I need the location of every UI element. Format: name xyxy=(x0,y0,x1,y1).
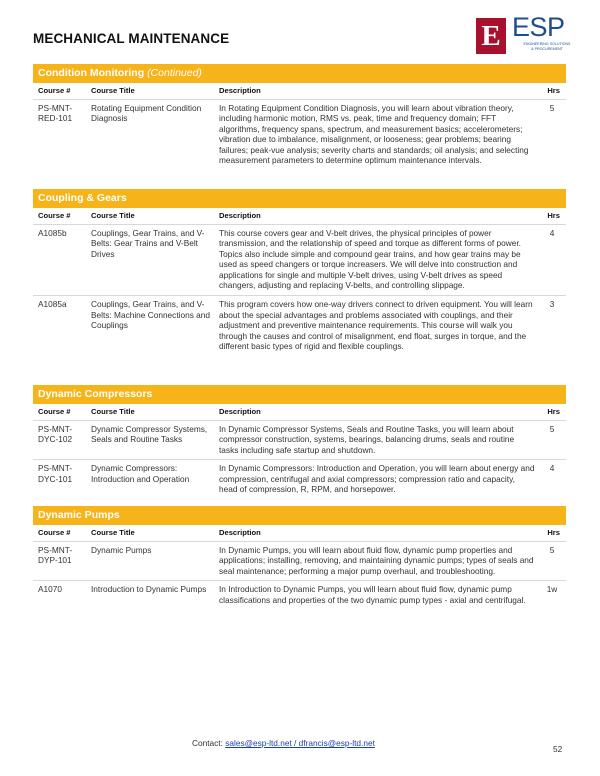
logo-name: ESP xyxy=(512,12,565,42)
section-header xyxy=(33,385,566,404)
contact-label: Contact: xyxy=(192,738,223,748)
section-title: Coupling & Gears xyxy=(38,192,127,204)
course-hours: 1w xyxy=(546,584,558,595)
table-row xyxy=(33,99,566,170)
course-hours: 5 xyxy=(538,541,566,581)
section-header xyxy=(33,506,566,525)
course-title: Rotating Equipment Condition Diagnosis xyxy=(91,102,202,124)
course-number: PS-MNT-DYC-102 xyxy=(33,420,88,460)
column-header-course-title: Course Title xyxy=(88,83,216,99)
column-header-hrs: Hrs xyxy=(538,208,566,224)
table-row xyxy=(33,420,566,460)
section-dynamic-compressors xyxy=(33,385,566,499)
course-description: In Dynamic Compressor Systems, Seals and Routine Tasks, you will learn about compressor construction, systems, bearings, balancing drums, seals and routine tasks including safe startup and shutdown. xyxy=(216,420,538,460)
course-title: Couplings, Gear Trains, and V-Belts: Gear Trains and V-Belt Drives xyxy=(88,224,216,296)
section-title: Dynamic Compressors xyxy=(38,388,153,400)
column-header-description: Description xyxy=(216,404,538,420)
course-hours: 5 xyxy=(538,420,566,460)
page-title: MECHANICAL MAINTENANCE xyxy=(33,31,230,46)
course-number: PS-MNT-DYP-101 xyxy=(33,541,88,581)
column-header-course-num: Course # xyxy=(33,525,88,541)
course-table xyxy=(33,83,566,170)
course-number: A1085a xyxy=(38,299,67,310)
course-description: In Dynamic Compressors: Introduction and Operation, you will learn about energy and compression, centrifugal and axial compressors; compression ratio and capacity, head of compression, R, RPM, and horsepower. xyxy=(219,463,535,495)
table-header-row xyxy=(33,404,566,420)
course-hours: 3 xyxy=(549,299,555,310)
section-title: Dynamic Pumps xyxy=(38,509,120,521)
course-description: This course covers gear and V-belt drives, the physical principles of power transmission, and the relationship of speed and torque as different forms of power. Topics also include simple and compound gear trains, and how gear trains may be used as speed changers or torque increasers. We will delve into construction and applications for single and multiple V-belt drives, using V-belt drives as speed changers, adjusting and replacing V-belts, and controlling slippage. xyxy=(216,224,538,296)
column-header-hrs: Hrs xyxy=(538,83,566,99)
course-number: PS-MNT-RED-101 xyxy=(38,102,73,124)
course-title: Introduction to Dynamic Pumps xyxy=(91,584,207,595)
course-title: Couplings, Gear Trains, and V-Belts: Machine Connections and Couplings xyxy=(91,299,210,331)
table-row xyxy=(33,460,566,499)
logo-tagline-line1: ENGINEERING SOLUTIONS xyxy=(523,42,571,46)
column-header-hrs: Hrs xyxy=(538,404,566,420)
column-header-course-title: Course Title xyxy=(88,525,216,541)
column-header-course-num: Course # xyxy=(33,83,88,99)
course-title: Dynamic Pumps xyxy=(88,541,216,581)
column-header-course-title: Course Title xyxy=(88,404,216,420)
course-number: PS-MNT-DYC-101 xyxy=(38,463,73,484)
course-description: This program covers how one-way drivers connect to driven equipment. You will learn about the special advantages and problems associated with couplings, and their adjustment and preventive maintenance requirements. This course will walk you through the causes and control of misalignment, end float, surges in torque, and the different basic types of rigid and flexible couplings. xyxy=(219,299,533,352)
course-description: In Dynamic Pumps, you will learn about fluid flow, dynamic pump properties and applications; installing, removing, and maintaining dynamic pumps; types of seals and seal maintenance; performing a major pump overhaul, and troubleshooting. xyxy=(216,541,538,581)
section-coupling-gears xyxy=(33,189,566,356)
table-row xyxy=(33,224,566,296)
column-header-hrs: Hrs xyxy=(538,525,566,541)
section-header xyxy=(33,64,566,83)
course-number: A1085b xyxy=(33,224,88,296)
course-table xyxy=(33,404,566,499)
page-number: 52 xyxy=(553,744,563,754)
column-header-description: Description xyxy=(216,208,538,224)
course-description: In Rotating Equipment Condition Diagnosis, you will learn about vibration theory, including harmonic motion, RMS vs. peak, time and frequency domain; FFT algorithms, frequency spans, spectrum, and measurement basics; accelerometers; vibration due to imbalance, misalignment, or looseness; gear problems; bearing failures; peak-vue analysis; severity charts and standards; oil analysis; and selecting measurement parameters to determine optimum maintenance intervals. xyxy=(219,102,529,166)
column-header-description: Description xyxy=(216,83,538,99)
course-hours: 4 xyxy=(538,224,566,296)
logo-tagline xyxy=(516,42,578,52)
table-row xyxy=(33,296,566,356)
section-dynamic-pumps xyxy=(33,506,566,609)
section-header xyxy=(33,189,566,208)
course-hours: 5 xyxy=(549,102,555,113)
contact-email-link[interactable]: sales@esp-ltd.net / dfrancis@esp-ltd.net xyxy=(225,738,375,748)
table-row xyxy=(33,541,566,581)
course-hours: 4 xyxy=(549,463,555,474)
footer-contact xyxy=(192,738,375,748)
section-condition-monitoring xyxy=(33,64,566,170)
column-header-course-title: Course Title xyxy=(88,208,216,224)
logo-tagline-line2: & PROCUREMENT xyxy=(531,47,563,51)
course-table xyxy=(33,525,566,609)
column-header-course-num: Course # xyxy=(33,208,88,224)
section-subtitle: (Continued) xyxy=(147,67,202,79)
esp-logo xyxy=(476,12,586,57)
course-title: Dynamic Compressor Systems, Seals and Routine Tasks xyxy=(88,420,216,460)
column-header-description: Description xyxy=(216,525,538,541)
course-table xyxy=(33,208,566,356)
table-header-row xyxy=(33,525,566,541)
course-title: Dynamic Compressors: Introduction and Operation xyxy=(91,463,190,484)
section-title: Condition Monitoring xyxy=(38,67,145,79)
table-header-row xyxy=(33,208,566,224)
course-description: In Introduction to Dynamic Pumps, you will learn about fluid flow, dynamic pump classifications and properties of the two dynamic pump types - axial and centrifugal. xyxy=(219,584,526,605)
logo-mark: E xyxy=(476,18,506,54)
course-number: A1070 xyxy=(38,584,62,595)
table-row xyxy=(33,581,566,610)
table-header-row xyxy=(33,83,566,99)
column-header-course-num: Course # xyxy=(33,404,88,420)
